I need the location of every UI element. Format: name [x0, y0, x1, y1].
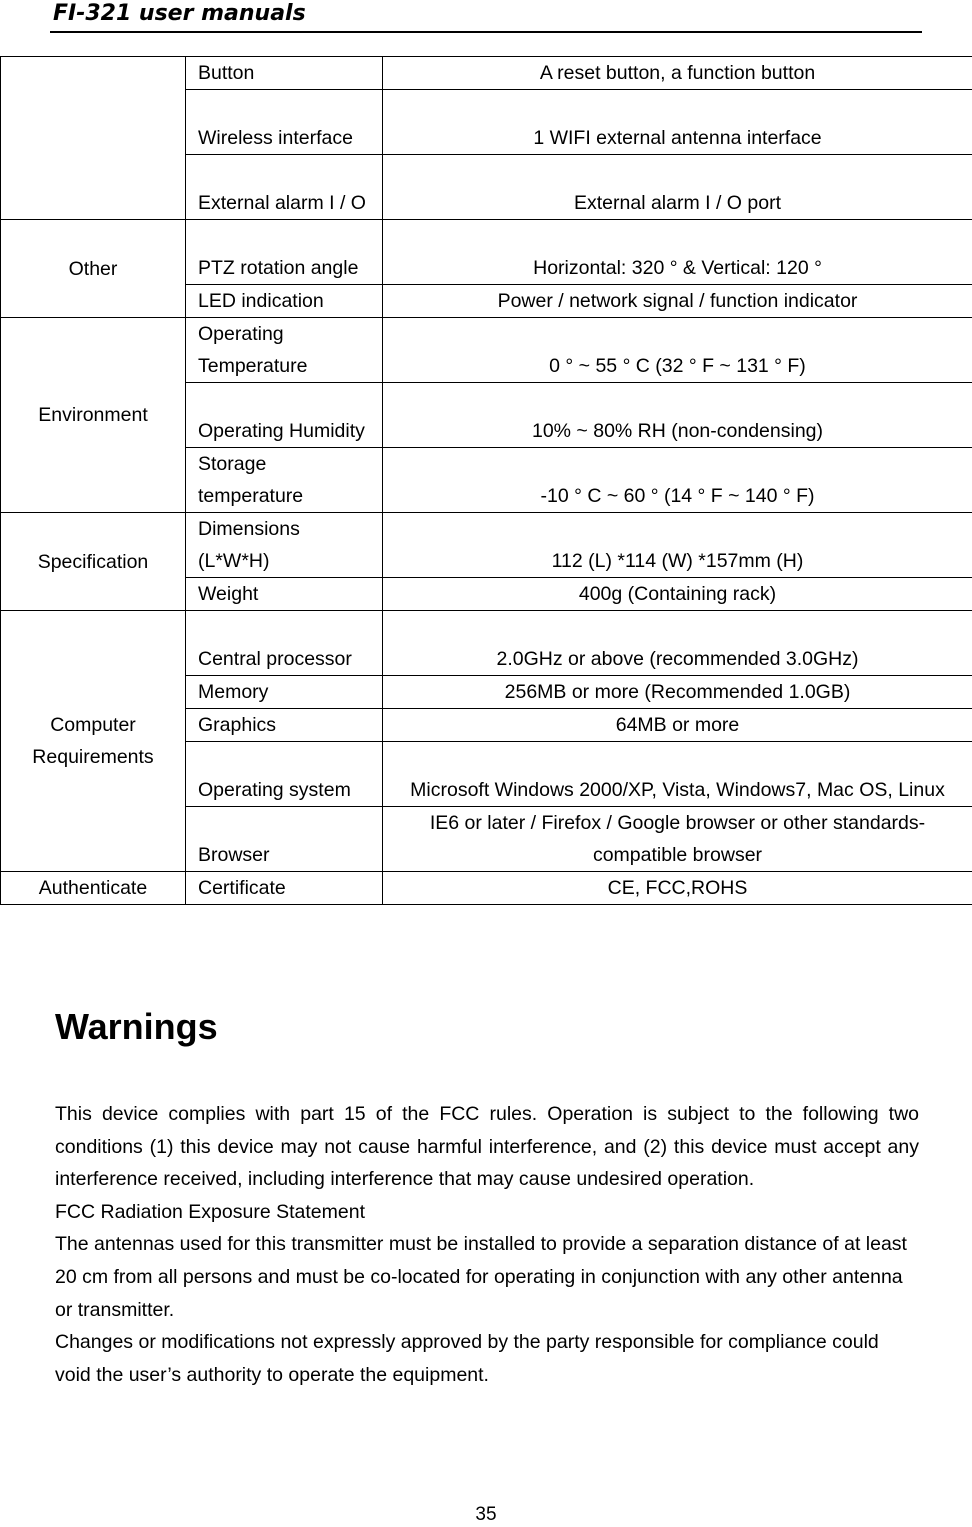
parameter-cell: External alarm I / O — [186, 155, 383, 220]
modifications-paragraph: Changes or modifications not expressly approved by the party responsible for compliance could void the user’s authority to operate the equipment. — [55, 1326, 919, 1391]
parameter-cell: Weight — [186, 578, 383, 611]
value-cell: 64MB or more — [383, 709, 972, 742]
header-divider — [50, 31, 922, 33]
category-cell: Authenticate — [1, 872, 186, 905]
category-cell: Specification — [1, 513, 186, 611]
value-cell: 2.0GHz or above (recommended 3.0GHz) — [383, 611, 972, 676]
parameter-cell: Browser — [186, 807, 383, 872]
value-cell: External alarm I / O port — [383, 155, 972, 220]
table-row — [1, 872, 972, 905]
category-cell: Other — [1, 220, 186, 318]
value-cell: Microsoft Windows 2000/XP, Vista, Windows7, Mac OS, Linux — [383, 742, 972, 807]
parameter-cell: Button — [186, 57, 383, 90]
parameter-cell: Wireless interface — [186, 90, 383, 155]
table-row — [1, 611, 972, 676]
parameter-cell: Certificate — [186, 872, 383, 905]
parameter-cell: Storage temperature — [186, 448, 383, 513]
rf-exposure-heading: FCC Radiation Exposure Statement — [55, 1196, 919, 1229]
parameter-cell: Memory — [186, 676, 383, 709]
parameter-cell: Operating Humidity — [186, 383, 383, 448]
specifications-table — [0, 56, 972, 905]
category-cell — [1, 57, 186, 220]
document-header-title: FI-321 user manuals — [53, 0, 306, 28]
value-cell: -10 ° C ~ 60 ° (14 ° F ~ 140 ° F) — [383, 448, 972, 513]
table-row — [1, 318, 972, 383]
value-cell: Horizontal: 320 ° & Vertical: 120 ° — [383, 220, 972, 285]
table-row — [1, 513, 972, 578]
page-number: 35 — [0, 1503, 972, 1527]
parameter-cell: Central processor — [186, 611, 383, 676]
parameter-cell: Operating Temperature — [186, 318, 383, 383]
value-cell: Power / network signal / function indicator — [383, 285, 972, 318]
value-cell: 400g (Containing rack) — [383, 578, 972, 611]
fcc-compliance-paragraph: This device complies with part 15 of the FCC rules. Operation is subject to the following two conditions (1) this device may not cause harmful interference, and (2) this device must accept any interference received, including interference that may cause undesired operation. — [55, 1098, 919, 1196]
table-row — [1, 57, 972, 90]
warnings-heading: Warnings — [55, 1003, 218, 1051]
category-cell: Environment — [1, 318, 186, 513]
parameter-cell: Graphics — [186, 709, 383, 742]
parameter-cell: Dimensions (L*W*H) — [186, 513, 383, 578]
category-cell: Computer Requirements — [1, 611, 186, 872]
value-cell: A reset button, a function button — [383, 57, 972, 90]
parameter-cell: PTZ rotation angle — [186, 220, 383, 285]
value-cell: 1 WIFI external antenna interface — [383, 90, 972, 155]
parameter-cell: LED indication — [186, 285, 383, 318]
value-cell: 256MB or more (Recommended 1.0GB) — [383, 676, 972, 709]
value-cell: 112 (L) *114 (W) *157mm (H) — [383, 513, 972, 578]
value-cell: 0 ° ~ 55 ° C (32 ° F ~ 131 ° F) — [383, 318, 972, 383]
value-cell: 10% ~ 80% RH (non-condensing) — [383, 383, 972, 448]
value-cell: IE6 or later / Firefox / Google browser or other standards-compatible browser — [383, 807, 972, 872]
antenna-separation-paragraph: The antennas used for this transmitter must be installed to provide a separation distance of at least 20 cm from all persons and must be co-located for operating in conjunction with any other antenna or transmitter. — [55, 1228, 919, 1326]
warnings-body — [55, 1098, 919, 1391]
value-cell: CE, FCC,ROHS — [383, 872, 972, 905]
table-row — [1, 220, 972, 285]
parameter-cell: Operating system — [186, 742, 383, 807]
